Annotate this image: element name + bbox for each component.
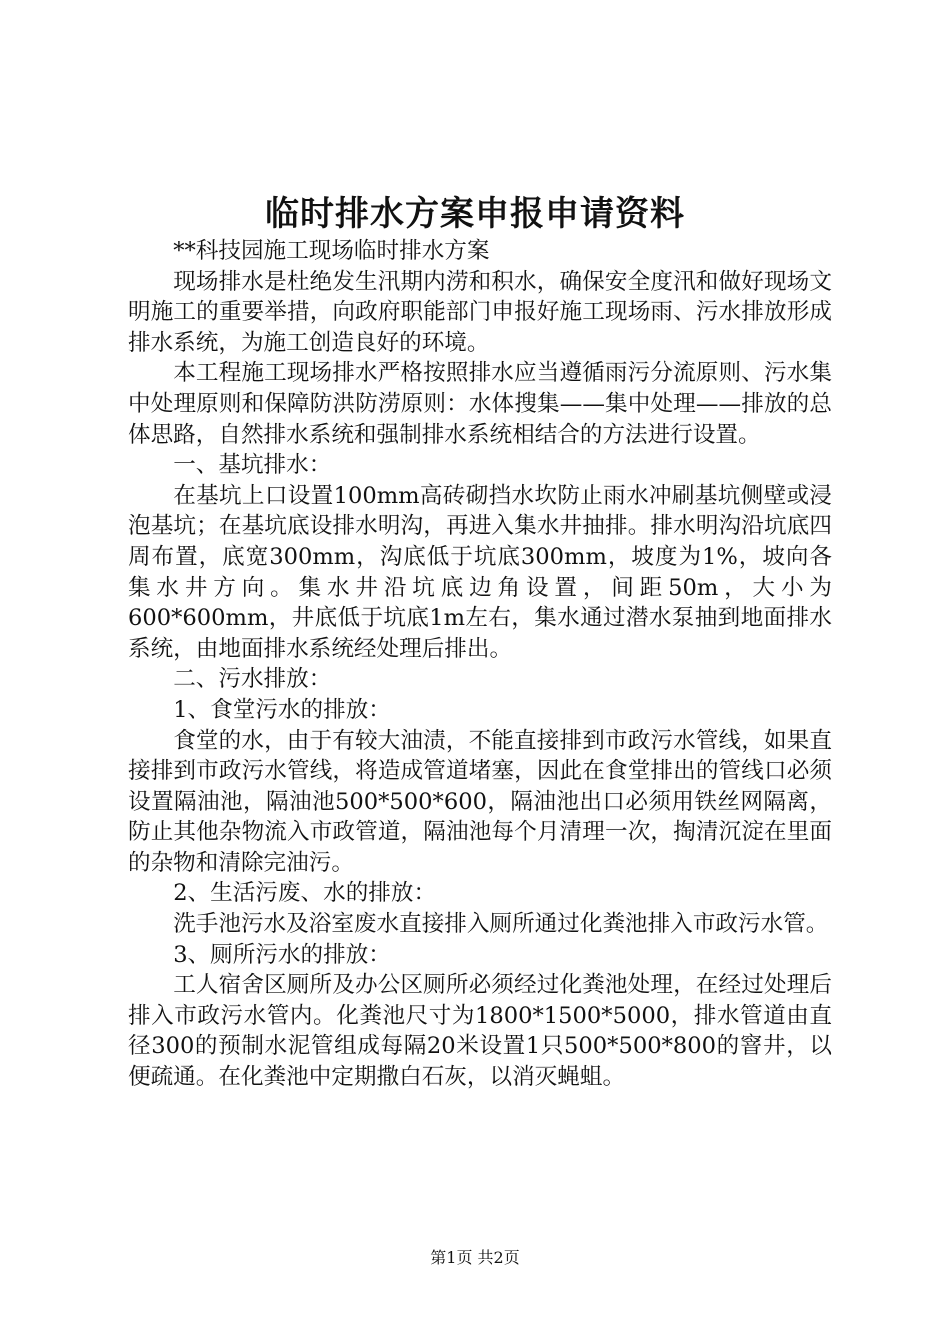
section-heading: 一、基坑排水： [173, 452, 332, 479]
section-heading: 二、污水排放： [173, 666, 332, 693]
paragraph: 洗手池污水及浴室废水直接排入厕所通过化粪池排入市政污水管。 [173, 911, 829, 938]
subsection-heading: 1、食堂污水的排放： [173, 696, 391, 723]
document-body [128, 236, 832, 1093]
paragraph: 在基坑上口设置100mm高砖砌挡水坎防止雨水冲刷基坑侧壁或浸泡基坑；在基坑底设排水明沟，再进入集水井抽排。排水明沟沿坑底四周布置，底宽300mm，沟底低于坑底300mm，坡度为1%，坡向各集水井方向。集水井沿坑底边角设置，间距50m，大小为600*600mm，井底低于坑底1m左右，集水通过潜水泵抽到地面排水系统，由地面排水系统经处理后排出。 [128, 482, 832, 662]
paragraph: 食堂的水，由于有较大油渍，不能直接排到市政污水管线，如果直接排到市政污水管线，将造成管道堵塞，因此在食堂排出的管线口必须设置隔油池，隔油池500*500*600，隔油池出口必须用铁丝网隔离，防止其他杂物流入市政管道，隔油池每个月清理一次，掏清沉淀在里面的杂物和清除完油污。 [128, 727, 832, 876]
paragraph: 现场排水是杜绝发生汛期内涝和积水，确保安全度汛和做好现场文明施工的重要举措，向政府职能部门申报好施工现场雨、污水排放形成排水系统，为施工创造良好的环境。 [128, 268, 832, 356]
paragraph: 本工程施工现场排水严格按照排水应当遵循雨污分流原则、污水集中处理原则和保障防洪防涝原则：水体搜集——集中处理——排放的总体思路，自然排水系统和强制排水系统相结合的方法进行设置。 [128, 360, 832, 448]
subsection-heading: 2、生活污废、水的排放： [173, 880, 437, 907]
paragraph: 工人宿舍区厕所及办公区厕所必须经过化粪池处理，在经过处理后排入市政污水管内。化粪池尺寸为1800*1500*5000，排水管道由直径300的预制水泥管组成每隔20米设置1只500*500*800的窨井，以便疏通。在化粪池中定期撒白石灰，以消灭蝇蛆。 [128, 972, 832, 1091]
paragraph-subtitle: **科技园施工现场临时排水方案 [173, 238, 490, 264]
document-title: 临时排水方案申报申请资料 [265, 194, 685, 234]
page-number-footer: 第1页 共2页 [430, 1248, 520, 1267]
subsection-heading: 3、厕所污水的排放： [173, 941, 391, 968]
